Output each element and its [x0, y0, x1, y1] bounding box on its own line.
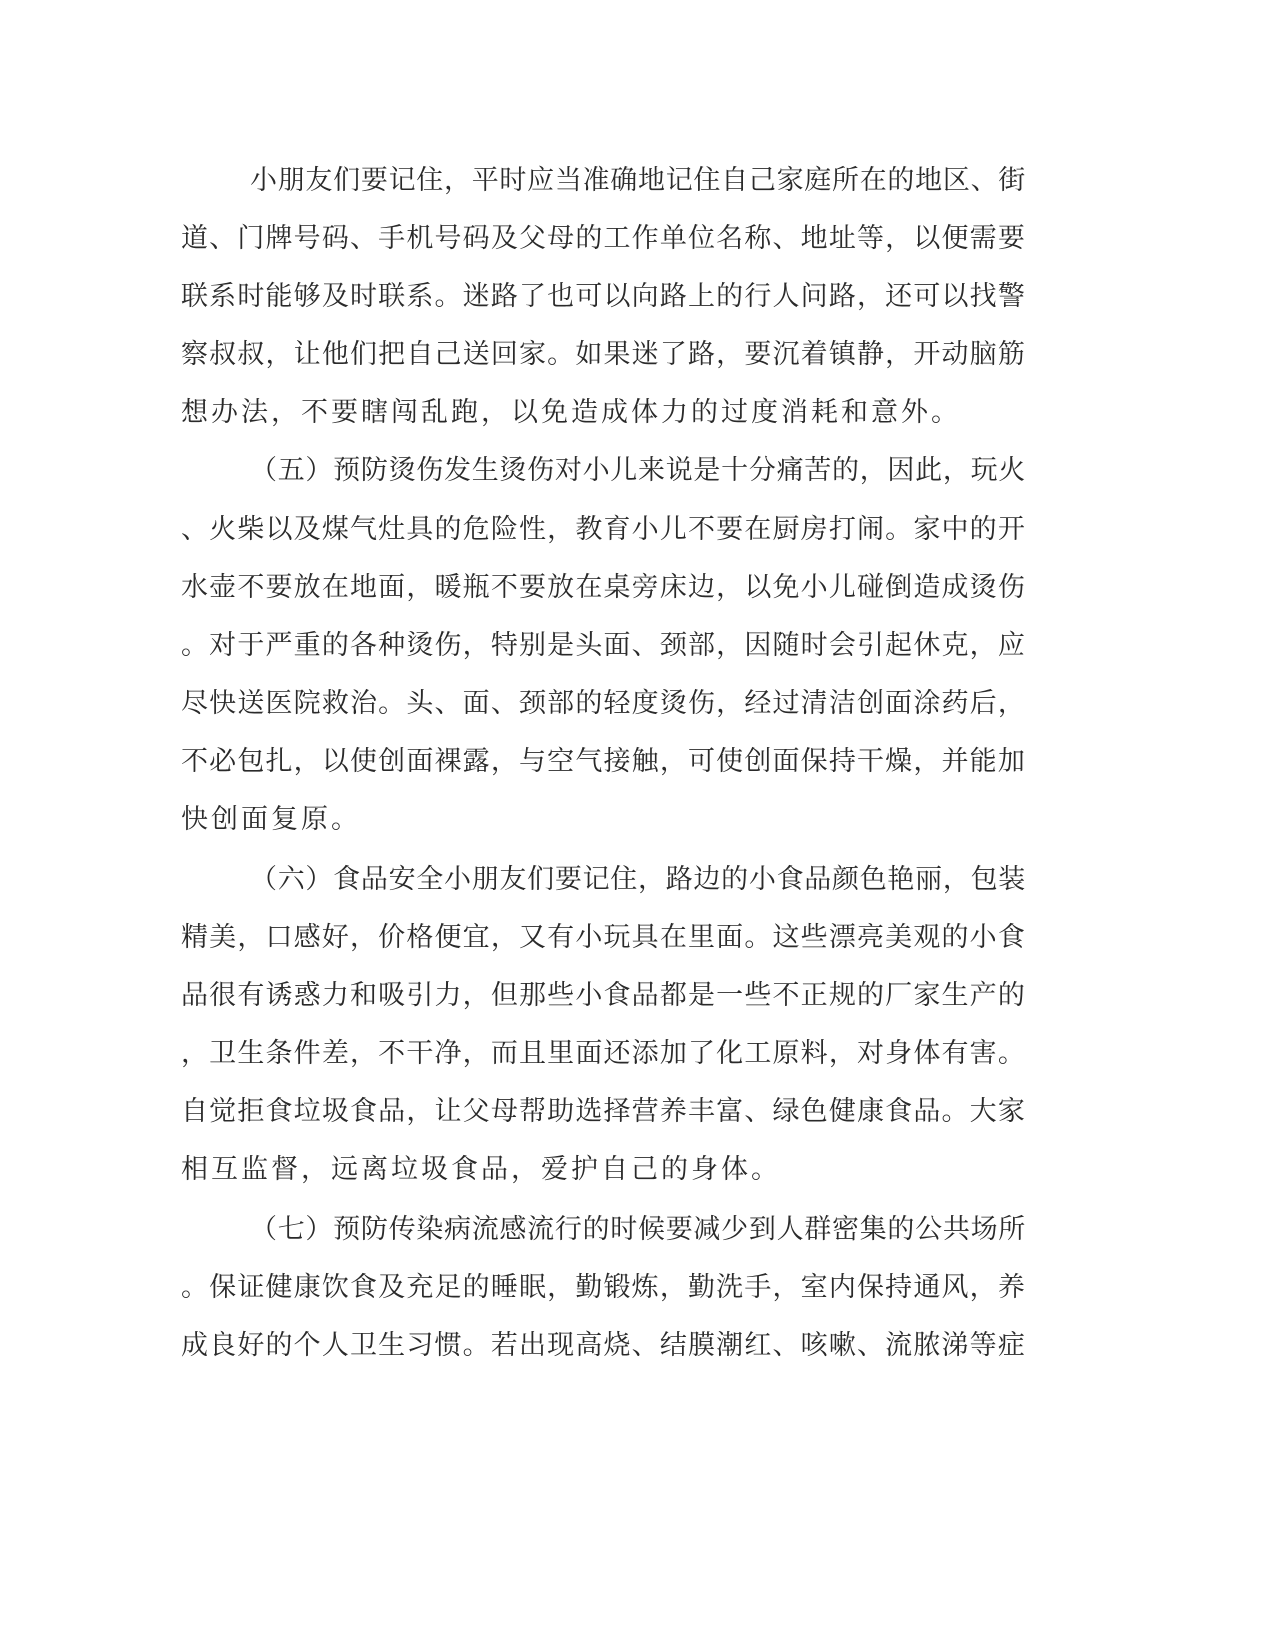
text-line: 相互监督，远离垃圾食品，爱护自己的身体。	[181, 1154, 781, 1185]
text-line: 水壶不要放在地面，暖瓶不要放在桌旁床边，以免小儿碰倒造成烫伤	[181, 572, 1026, 603]
text-line: 察叔叔，让他们把自己送回家。如果迷了路，要沉着镇静，开动脑筋	[181, 339, 1026, 370]
text-line: 。保证健康饮食及充足的睡眠，勤锻炼，勤洗手，室内保持通风，养	[181, 1272, 1026, 1303]
text-line: （六）食品安全小朋友们要记住，路边的小食品颜色艳丽，包装	[250, 864, 1026, 895]
text-line: 快创面复原。	[181, 804, 361, 835]
text-line: （五）预防烫伤发生烫伤对小儿来说是十分痛苦的，因此，玩火	[250, 455, 1026, 486]
text-line: 精美，口感好，价格便宜，又有小玩具在里面。这些漂亮美观的小食	[181, 922, 1026, 953]
text-line: 尽快送医院救治。头、面、颈部的轻度烫伤，经过清洁创面涂药后，	[181, 688, 1026, 719]
text-line: 联系时能够及时联系。迷路了也可以向路上的行人问路，还可以找警	[181, 281, 1026, 312]
text-line: 品很有诱惑力和吸引力，但那些小食品都是一些不正规的厂家生产的	[181, 980, 1026, 1011]
text-line: 道、门牌号码、手机号码及父母的工作单位名称、地址等，以便需要	[181, 223, 1026, 254]
text-line: ，卫生条件差，不干净，而且里面还添加了化工原料，对身体有害。	[181, 1038, 1026, 1069]
text-line: 、火柴以及煤气灶具的危险性，教育小儿不要在厨房打闹。家中的开	[181, 514, 1026, 545]
text-line: 成良好的个人卫生习惯。若出现高烧、结膜潮红、咳嗽、流脓涕等症	[181, 1330, 1026, 1361]
text-line: （七）预防传染病流感流行的时候要减少到人群密集的公共场所	[250, 1214, 1026, 1245]
text-line: 自觉拒食垃圾食品，让父母帮助选择营养丰富、绿色健康食品。大家	[181, 1096, 1026, 1127]
text-line: 不必包扎，以使创面裸露，与空气接触，可使创面保持干燥，并能加	[181, 746, 1026, 777]
text-line: 。对于严重的各种烫伤，特别是头面、颈部，因随时会引起休克，应	[181, 630, 1026, 661]
text-line: 小朋友们要记住，平时应当准确地记住自己家庭所在的地区、街	[250, 165, 1026, 196]
text-line: 想办法，不要瞎闯乱跑，以免造成体力的过度消耗和意外。	[181, 397, 961, 428]
